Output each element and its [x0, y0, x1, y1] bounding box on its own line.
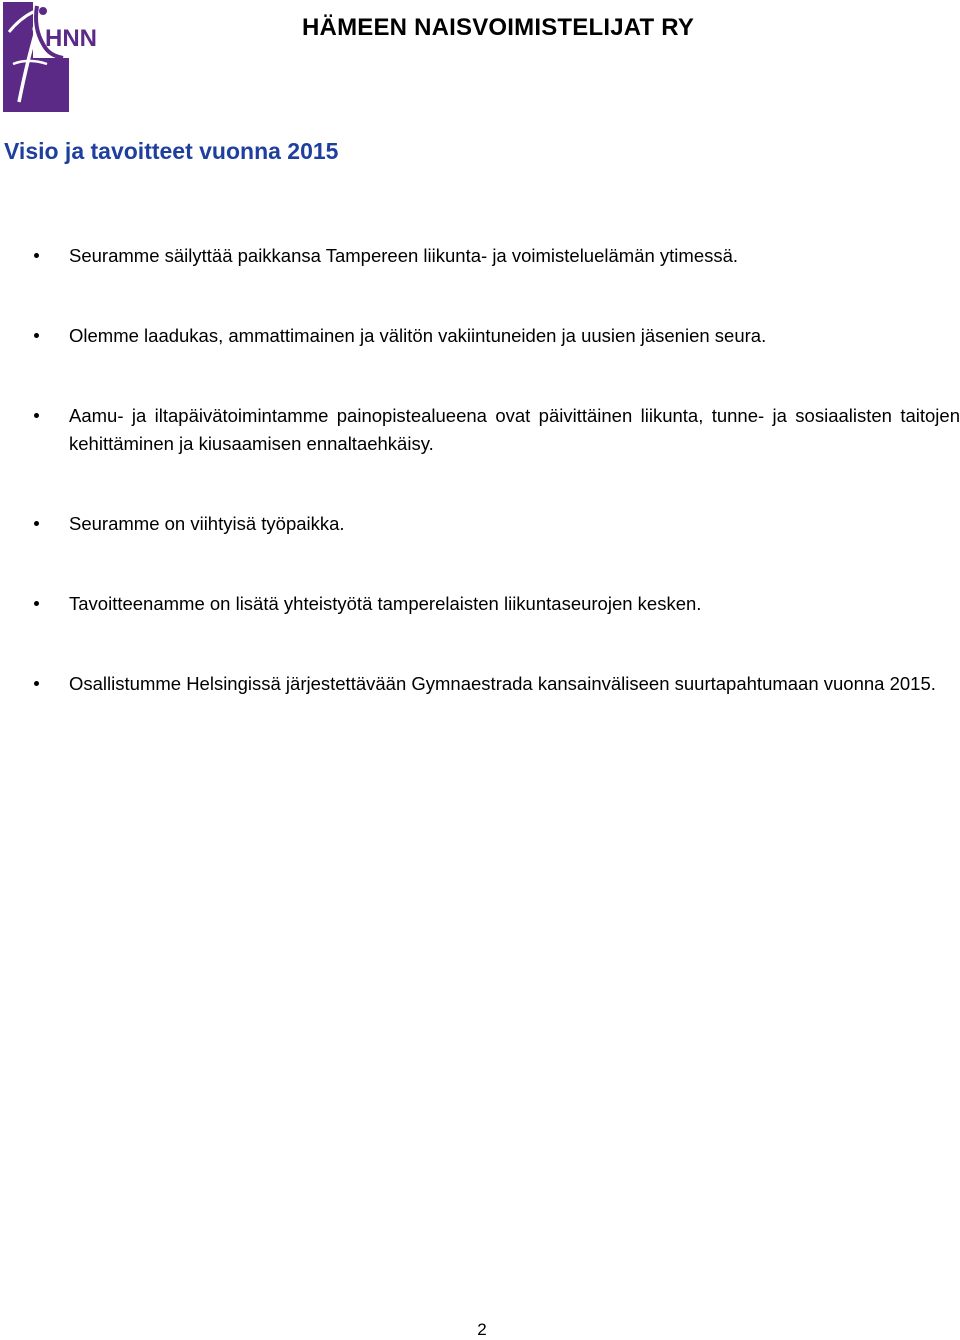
- goal-text: Olemme laadukas, ammattimainen ja välitön vakiintuneiden ja uusien jäsenien seura.: [69, 325, 767, 346]
- bullet-icon: [34, 601, 39, 606]
- goal-text: Tavoitteenamme on lisätä yhteistyötä tamperelaisten liikuntaseurojen kesken.: [69, 593, 702, 614]
- list-item: [0, 510, 960, 538]
- organization-name: HÄMEEN NAISVOIMISTELIJAT RY: [302, 14, 695, 41]
- list-item: [0, 670, 960, 698]
- goal-text: Aamu- ja iltapäivätoimintamme painopistealueena ovat päivittäinen liikunta, tunne- ja sosiaalisten taitojen kehittäminen ja kiusaamisen ennaltaehkäisy.: [69, 405, 960, 454]
- hnn-logo: [3, 2, 99, 112]
- page-number: 2: [477, 1320, 487, 1339]
- list-item: [0, 242, 960, 270]
- goal-text: Seuramme on viihtyisä työpaikka.: [69, 513, 345, 534]
- goal-text: Seuramme säilyttää paikkansa Tampereen liikunta- ja voimisteluelämän ytimessä.: [69, 245, 739, 266]
- page-title: Visio ja tavoitteet vuonna 2015: [4, 138, 339, 164]
- bullet-icon: [34, 413, 39, 418]
- bullet-icon: [34, 521, 39, 526]
- svg-text:HNN: HNN: [45, 25, 97, 52]
- goal-text: Osallistumme Helsingissä järjestettävään Gymnaestrada kansainväliseen suurtapahtumaan vuonna 2015.: [69, 673, 936, 694]
- list-item: [0, 322, 960, 350]
- list-item: [0, 402, 960, 458]
- bullet-icon: [34, 681, 39, 686]
- goals-list: [0, 242, 960, 750]
- bullet-icon: [34, 253, 39, 258]
- bullet-icon: [34, 333, 39, 338]
- list-item: [0, 590, 960, 618]
